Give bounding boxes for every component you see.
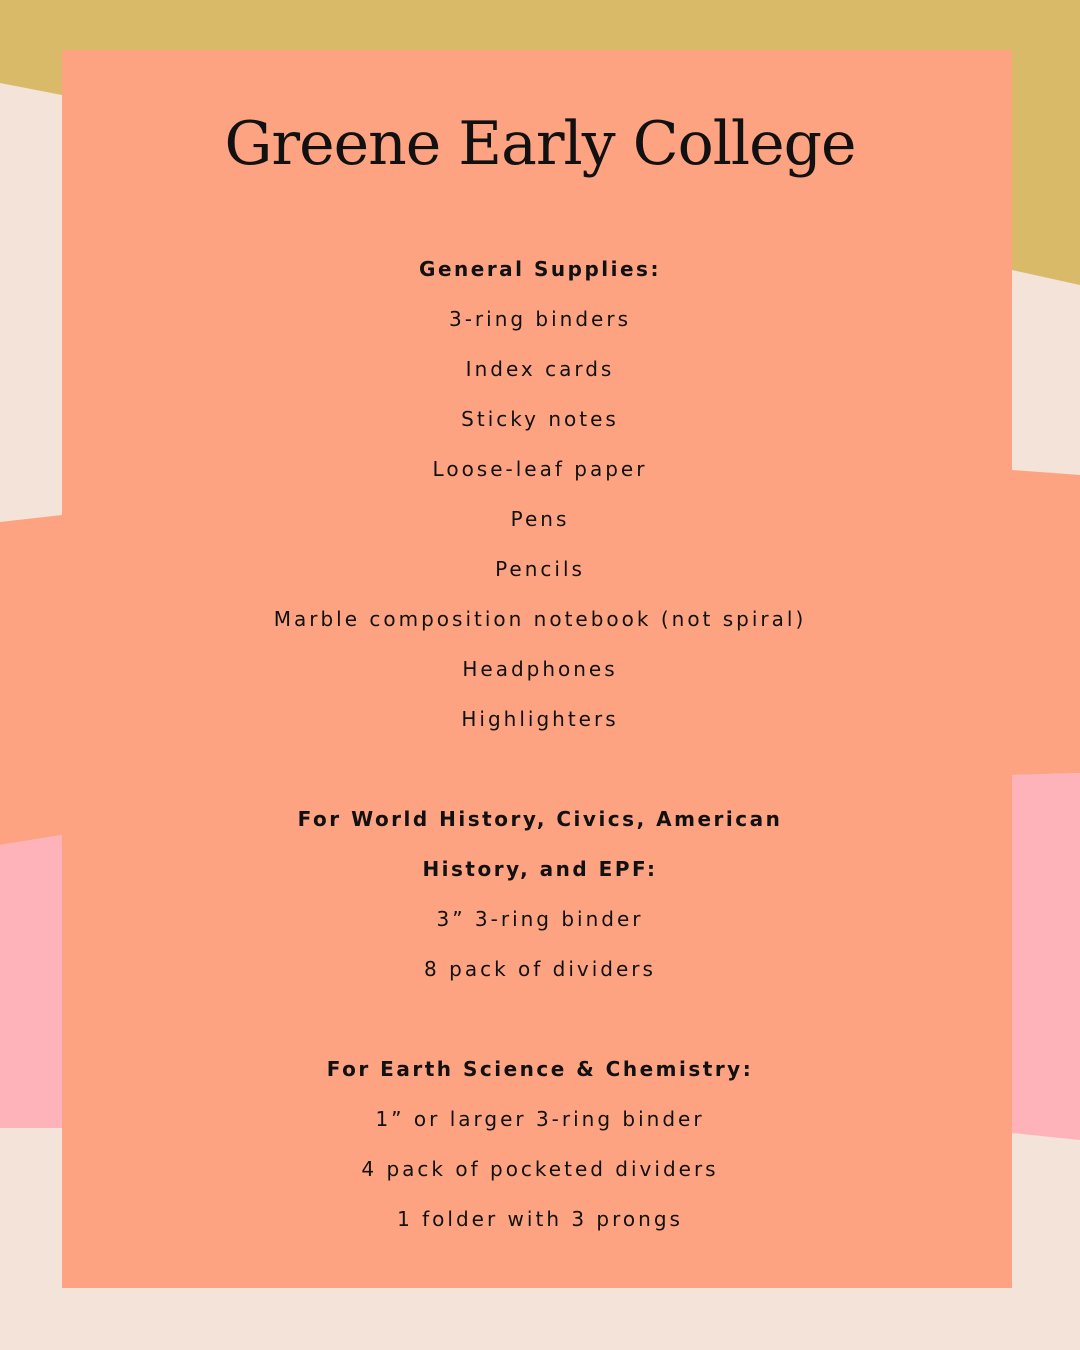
list-item: Index cards [465, 357, 615, 381]
list-item: 8 pack of dividers [424, 957, 656, 981]
list-item: 3-ring binders [448, 307, 632, 331]
list-item: Sticky notes [461, 407, 619, 431]
section-earth-science-chemistry [0, 1044, 1080, 1244]
list-item: Headphones [462, 657, 618, 681]
section-heading: General Supplies: [419, 257, 661, 281]
list-item: 3” 3-ring binder [436, 907, 644, 931]
section-heading-line: History, and EPF: [422, 857, 658, 881]
section-general-supplies [0, 244, 1080, 744]
list-item: Loose-leaf paper [432, 457, 648, 481]
supply-list [0, 104, 1080, 1294]
section-heading-line: For World History, Civics, American [297, 807, 783, 831]
list-item: 1 folder with 3 prongs [397, 1207, 683, 1231]
page-title: Greene Early College [224, 109, 856, 179]
list-item: Highlighters [461, 707, 619, 731]
list-item: Marble composition notebook (not spiral) [273, 607, 807, 631]
list-item: 4 pack of pocketed dividers [361, 1157, 719, 1181]
list-item: Pens [510, 507, 570, 531]
list-item: Pencils [495, 557, 585, 581]
section-heading: For Earth Science & Chemistry: [326, 1057, 754, 1081]
list-item: 1” or larger 3-ring binder [375, 1107, 705, 1131]
section-history-civics [0, 794, 1080, 994]
